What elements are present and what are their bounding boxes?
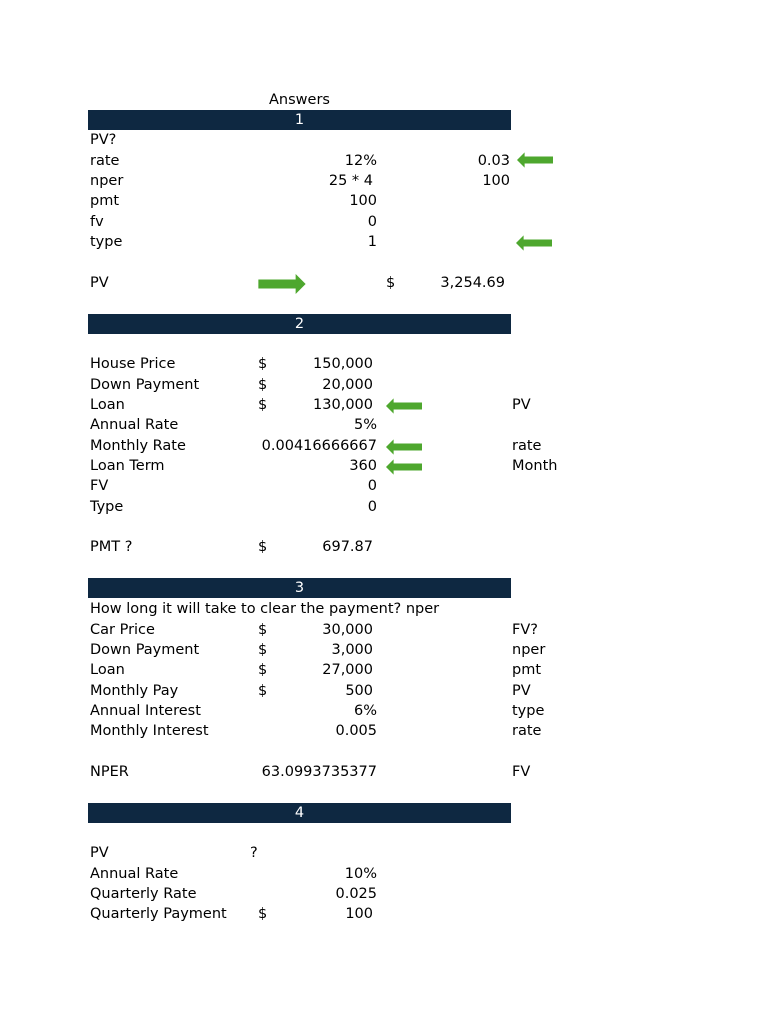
section-4-header: 4 (88, 803, 511, 823)
s1-pmt-label: pmt (90, 193, 120, 209)
s1-pmt-value: 100 (349, 193, 377, 209)
section-2-header: 2 (88, 314, 511, 334)
s1-fv-label: fv (90, 214, 104, 230)
s2-monthly-rate-note: rate (512, 438, 542, 454)
green-arrow-left-icon (517, 150, 553, 170)
s4-quarterly-rate-label: Quarterly Rate (90, 886, 197, 902)
s3-monthly-pay-value: 500 (345, 683, 373, 699)
s3-car-price-currency: $ (258, 622, 268, 638)
s2-loan-value: 130,000 (313, 397, 373, 413)
s3-question: How long it will take to clear the payment? nper (90, 601, 440, 617)
s2-loan-term-value: 360 (349, 458, 377, 474)
s3-monthly-pay-currency: $ (258, 683, 268, 699)
s3-loan-currency: $ (258, 662, 268, 678)
s2-result-label: PMT ? (90, 539, 133, 555)
s3-loan-label: Loan (90, 662, 125, 678)
s3-car-price-label: Car Price (90, 622, 155, 638)
s4-quarterly-payment-value: 100 (345, 906, 373, 922)
s2-result-value: 697.87 (322, 539, 373, 555)
s1-nper-alt: 100 (482, 173, 510, 189)
s2-fv-value: 0 (367, 478, 377, 494)
s3-monthly-pay-note: PV (512, 683, 531, 699)
s3-down-payment-note: nper (512, 642, 546, 658)
s3-down-payment-label: Down Payment (90, 642, 200, 658)
s1-rate-value: 12% (344, 153, 377, 169)
s1-rate-label: rate (90, 153, 120, 169)
section-1-header: 1 (88, 110, 511, 130)
s4-annual-rate-label: Annual Rate (90, 866, 179, 882)
s2-monthly-rate-label: Monthly Rate (90, 438, 186, 454)
s3-monthly-interest-note: rate (512, 723, 542, 739)
s2-house-price-value: 150,000 (313, 356, 373, 372)
green-arrow-right-icon (257, 274, 307, 294)
section-3-header: 3 (88, 578, 511, 598)
s2-down-payment-currency: $ (258, 377, 268, 393)
s3-monthly-interest-value: 0.005 (335, 723, 377, 739)
s3-monthly-pay-label: Monthly Pay (90, 683, 179, 699)
s2-loan-term-note: Month (512, 458, 558, 474)
s1-result-currency: $ (386, 275, 396, 291)
s1-fv-value: 0 (367, 214, 377, 230)
s4-quarterly-payment-currency: $ (258, 906, 268, 922)
s2-loan-term-label: Loan Term (90, 458, 165, 474)
s1-rate-alt: 0.03 (477, 153, 510, 169)
s1-type-label: type (90, 234, 123, 250)
s3-annual-interest-value: 6% (353, 703, 377, 719)
s2-annual-rate-label: Annual Rate (90, 417, 179, 433)
s3-result-label: NPER (90, 764, 129, 780)
s1-result-label: PV (90, 275, 109, 291)
s1-nper-label: nper (90, 173, 124, 189)
s3-down-payment-value: 3,000 (331, 642, 373, 658)
s2-annual-rate-value: 5% (353, 417, 377, 433)
s2-monthly-rate-value: 0.00416666667 (261, 438, 377, 454)
s3-result-note: FV (512, 764, 531, 780)
s2-loan-currency: $ (258, 397, 268, 413)
s3-annual-interest-label: Annual Interest (90, 703, 201, 719)
s4-pv-value: ? (250, 845, 258, 861)
green-arrow-left-icon (386, 457, 422, 477)
s2-loan-label: Loan (90, 397, 125, 413)
s3-car-price-value: 30,000 (322, 622, 373, 638)
s2-loan-note: PV (512, 397, 531, 413)
sheet-title: Answers (269, 92, 330, 108)
green-arrow-left-icon (386, 437, 422, 457)
s2-down-payment-value: 20,000 (322, 377, 373, 393)
s2-type-label: Type (90, 499, 124, 515)
s1-question: PV? (90, 132, 117, 148)
s3-down-payment-currency: $ (258, 642, 268, 658)
s3-loan-note: pmt (512, 662, 542, 678)
green-arrow-left-icon (516, 233, 552, 253)
s3-result-value: 63.0993735377 (261, 764, 377, 780)
s2-down-payment-label: Down Payment (90, 377, 200, 393)
s4-annual-rate-value: 10% (344, 866, 377, 882)
s1-nper-value: 25 * 4 (328, 173, 373, 189)
s4-pv-label: PV (90, 845, 109, 861)
s3-loan-value: 27,000 (322, 662, 373, 678)
s2-house-price-currency: $ (258, 356, 268, 372)
s4-quarterly-payment-label: Quarterly Payment (90, 906, 227, 922)
s3-car-price-note: FV? (512, 622, 538, 638)
s1-type-value: 1 (367, 234, 377, 250)
s2-result-currency: $ (258, 539, 268, 555)
s2-fv-label: FV (90, 478, 109, 494)
s3-annual-interest-note: type (512, 703, 545, 719)
s3-monthly-interest-label: Monthly Interest (90, 723, 209, 739)
s2-type-value: 0 (367, 499, 377, 515)
green-arrow-left-icon (386, 396, 422, 416)
s2-house-price-label: House Price (90, 356, 176, 372)
s4-quarterly-rate-value: 0.025 (335, 886, 377, 902)
s1-result-value: 3,254.69 (440, 275, 505, 291)
